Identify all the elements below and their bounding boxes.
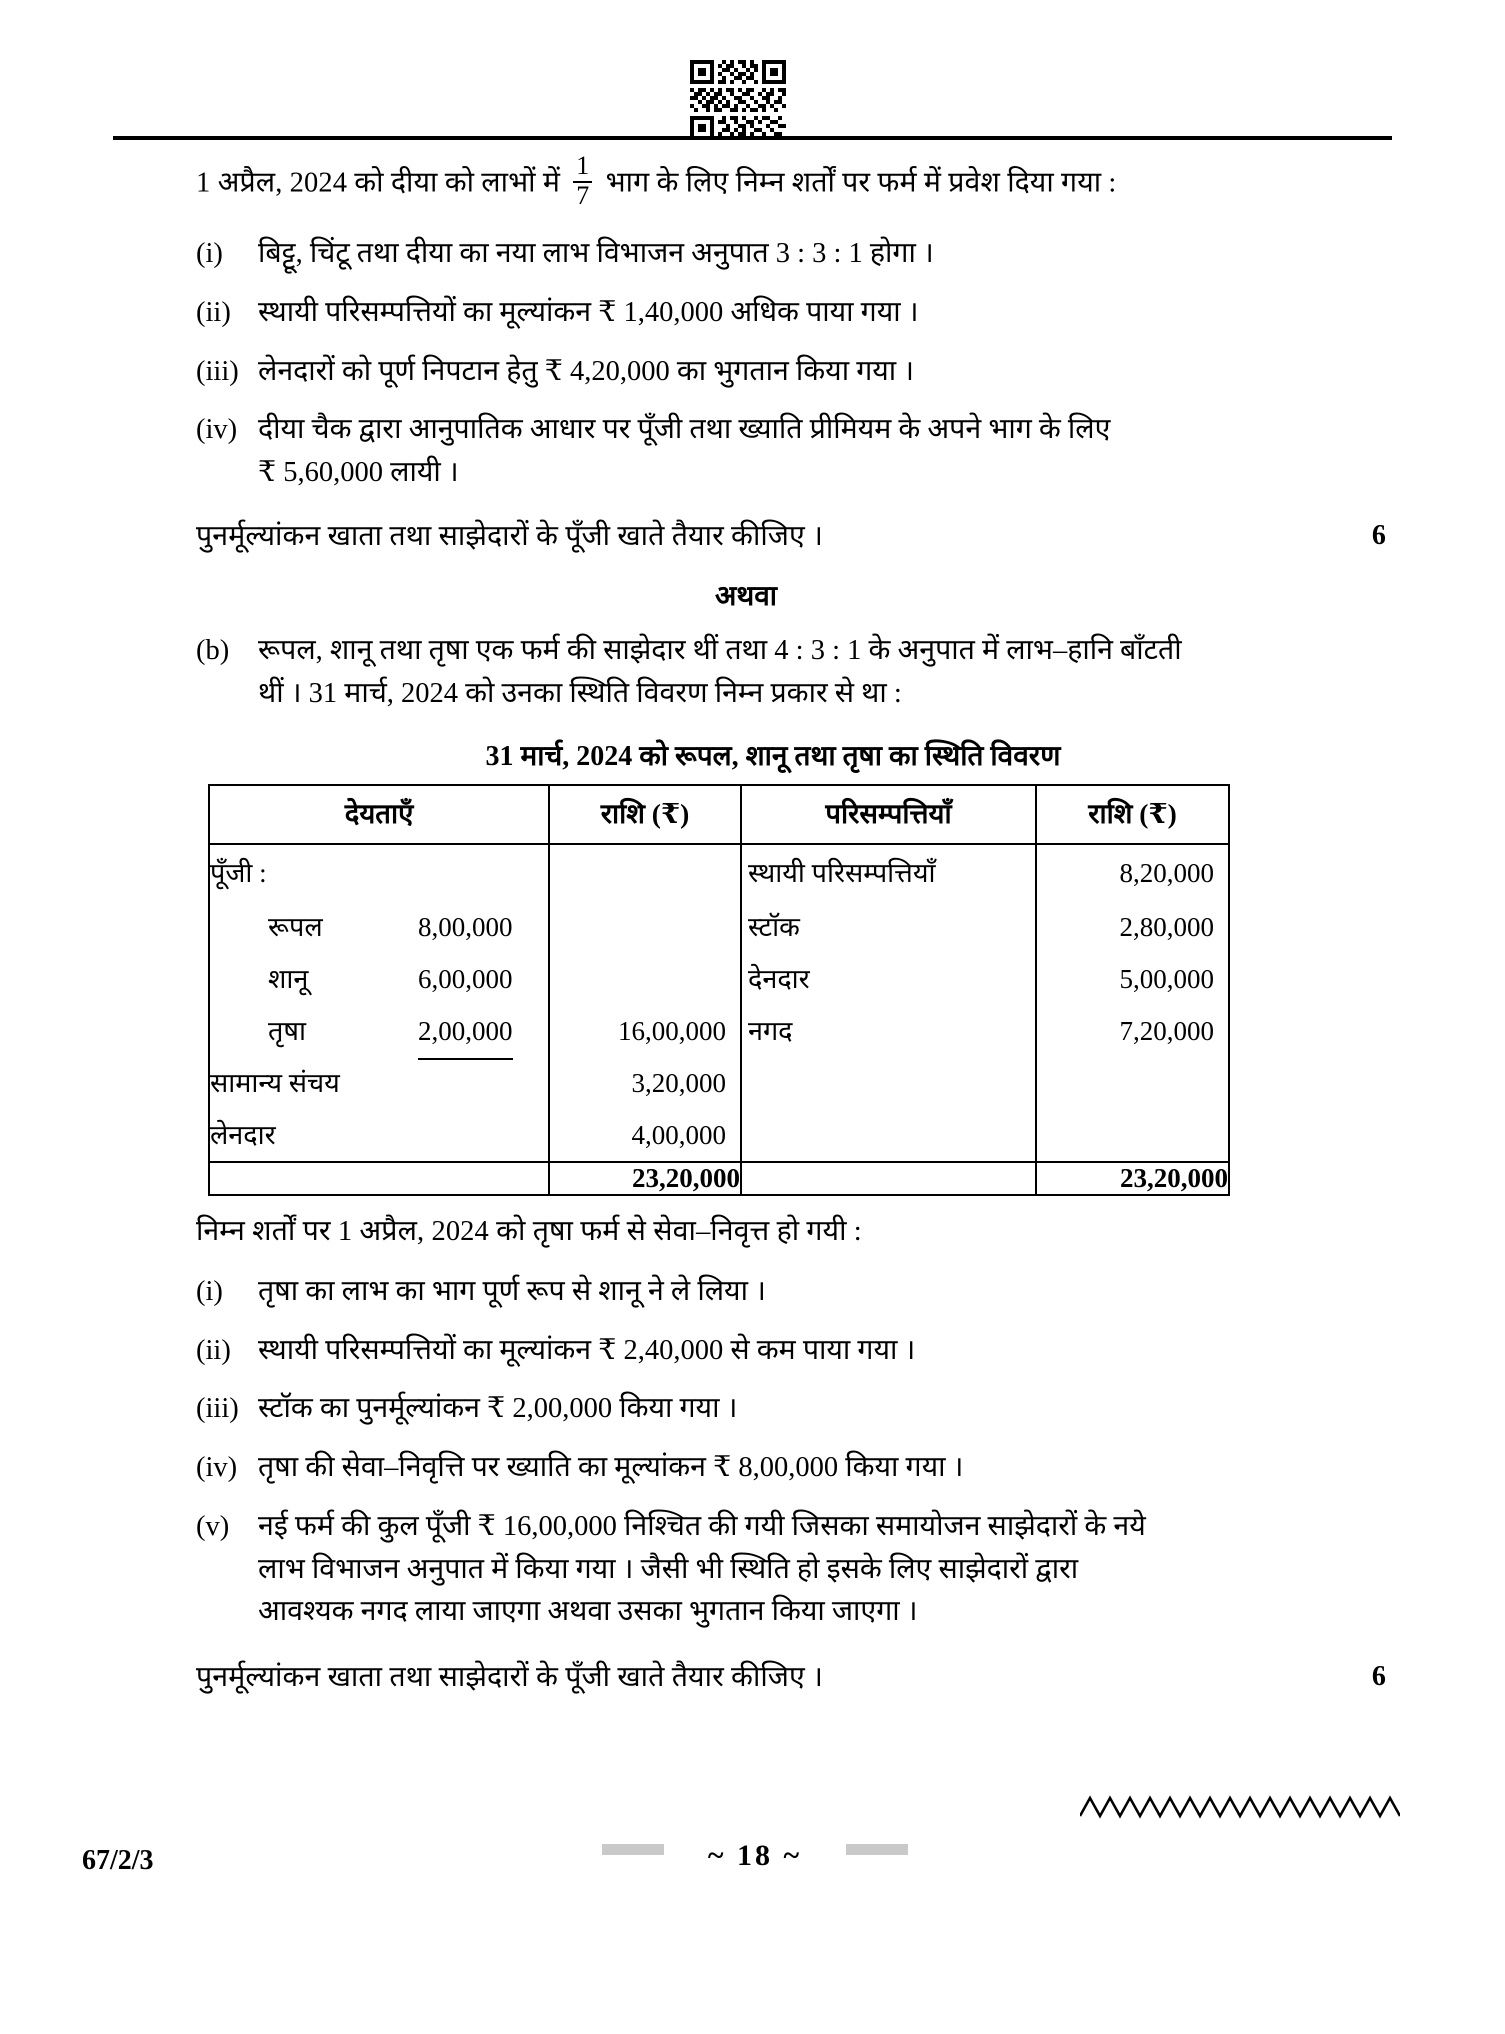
- balance-sheet-title: 31 मार्च, 2024 को रूपल, शानू तथा तृषा का स्थिति विवरण: [485, 740, 1061, 772]
- part-a-intro-before: 1 अप्रैल, 2024 को दीया को लाभों में: [196, 167, 560, 199]
- question-content: [196, 151, 1386, 1699]
- table-total-row: [209, 1162, 1229, 1195]
- capital-row: [210, 1005, 548, 1057]
- liability-name: लेनदार: [210, 1119, 276, 1150]
- liabilities-amount-cell: [549, 844, 741, 1162]
- list-item: [196, 1506, 1386, 1634]
- part-a-intro-after: भाग के लिए निम्न शर्तों पर फर्म में प्रवेश दिया गया :: [605, 167, 1117, 199]
- list-text-line3: आवश्यक नगद लाया जाएगा अथवा उसका भुगतान किया जाएगा ।: [258, 1596, 918, 1628]
- asset-name: देनदार: [748, 963, 810, 994]
- list-item: [196, 409, 1386, 495]
- page-number-block: [640, 1838, 870, 1873]
- capital-row: [210, 901, 548, 953]
- blank-line: [550, 845, 740, 901]
- qr-code-icon: [690, 60, 786, 140]
- list-text: तृषा का लाभ का भाग पूर्ण रूप से शानू ने ले लिया ।: [258, 1275, 766, 1307]
- list-text: बिट्टू, चिंटू तथा दीया का नया लाभ विभाजन अनुपात 3 : 3 : 1 होगा ।: [258, 238, 934, 269]
- fraction-one-seventh: [573, 153, 592, 209]
- capital-name: शानू: [268, 963, 309, 994]
- liability-amount: 4,00,000: [631, 1119, 726, 1150]
- balance-sheet-table: [208, 784, 1230, 1196]
- header-liabilities: देयताएँ: [209, 785, 549, 844]
- capital-name: रूपल: [268, 911, 323, 942]
- table-body-row: [209, 844, 1229, 1162]
- list-item: [196, 351, 1386, 394]
- list-marker: (ii): [196, 1334, 231, 1366]
- total-liabilities: 23,20,000: [549, 1162, 741, 1195]
- list-text: स्टॉक का पुनर्मूल्यांकन ₹ 2,00,000 किया गया ।: [258, 1393, 738, 1425]
- list-marker: (iv): [196, 1452, 238, 1484]
- part-a-instruction-row: [196, 515, 1386, 558]
- part-a-marks: 6: [1371, 519, 1386, 551]
- list-item: [196, 1388, 1386, 1431]
- capital-name: तृषा: [268, 1015, 306, 1046]
- list-item: [196, 292, 1386, 335]
- capital-total-amount: 16,00,000: [618, 1015, 726, 1046]
- fraction-denominator: 7: [573, 181, 592, 209]
- asset-name: स्टॉक: [748, 911, 800, 942]
- list-text: लेनदारों को पूर्ण निपटान हेतु ₹ 4,20,000 का भुगतान किया गया ।: [258, 355, 915, 387]
- fraction-numerator: 1: [576, 151, 590, 180]
- assets-amount-cell: [1036, 844, 1229, 1162]
- asset-name: स्थायी परिसम्पत्तियाँ: [748, 857, 936, 888]
- list-text: दीया चैक द्वारा आनुपातिक आधार पर पूँजी तथा ख्याति प्रीमियम के अपने भाग के लिए: [258, 414, 1111, 446]
- capital-row: [210, 953, 548, 1005]
- part-b-intro-line1: रूपल, शानू तथा तृषा एक फर्म की साझेदार थीं तथा 4 : 3 : 1 के अनुपात में लाभ–हानि बाँटती: [258, 635, 1182, 667]
- blank-line: [742, 1109, 1035, 1161]
- liabilities-cell: [209, 844, 549, 1162]
- total-blank-cell-assets: [741, 1162, 1036, 1195]
- list-item: [196, 1330, 1386, 1373]
- list-text-line2: ₹ 5,60,000 लायी ।: [258, 457, 459, 488]
- paper-code: 67/2/3: [82, 1845, 154, 1876]
- list-marker: (i): [196, 238, 223, 269]
- part-a-instruction: पुनर्मूल्यांकन खाता तथा साझेदारों के पूँजी खाते तैयार कीजिए ।: [196, 520, 824, 552]
- part-b-marker: (b): [196, 635, 230, 667]
- list-text-line2: लाभ विभाजन अनुपात में किया गया । जैसी भी स्थिति हो इसके लिए साझेदारों द्वारा: [258, 1553, 1079, 1585]
- asset-name: नगद: [748, 1015, 793, 1046]
- capital-amount: 8,00,000: [418, 911, 513, 942]
- part-b-instruction-row: [196, 1656, 1386, 1699]
- or-label: अथवा: [714, 581, 778, 613]
- part-a-intro: [196, 151, 1386, 211]
- list-item: [196, 1447, 1386, 1490]
- list-item: [196, 1271, 1386, 1314]
- asset-amount: 2,80,000: [1119, 911, 1214, 942]
- blank-line: [1037, 1057, 1228, 1109]
- list-marker: (i): [196, 1275, 223, 1307]
- table-header-row: [209, 785, 1229, 844]
- liability-amount: 3,20,000: [631, 1067, 726, 1098]
- list-marker: (v): [196, 1510, 230, 1542]
- capital-amount: 2,00,000: [418, 1005, 513, 1060]
- header-divider: [113, 136, 1392, 140]
- total-blank-cell: [209, 1162, 549, 1195]
- liability-row: [210, 1057, 548, 1109]
- list-text: नई फर्म की कुल पूँजी ₹ 16,00,000 निश्चित की गयी जिसका समायोजन साझेदारों के नये: [258, 1510, 1146, 1542]
- squiggle-decoration: [1080, 1790, 1400, 1824]
- list-text: स्थायी परिसम्पत्तियों का मूल्यांकन ₹ 1,40,000 अधिक पाया गया ।: [258, 296, 919, 328]
- liability-name: सामान्य संचय: [210, 1067, 340, 1098]
- asset-amount: 5,00,000: [1119, 963, 1214, 994]
- capital-label: पूँजी :: [210, 857, 267, 888]
- header-liabilities-amount: राशि (₹): [549, 785, 741, 844]
- list-marker: (iii): [196, 1393, 239, 1425]
- list-item: [196, 233, 1386, 276]
- header-assets: परिसम्पत्तियाँ: [741, 785, 1036, 844]
- retirement-intro: निम्न शर्तों पर 1 अप्रैल, 2024 को तृषा फर्म से सेवा–निवृत्त हो गयी :: [196, 1215, 862, 1247]
- blank-line: [550, 953, 740, 1005]
- page-number: ~ 18 ~: [707, 1839, 803, 1872]
- part-b-intro-line2: थीं । 31 मार्च, 2024 को उनका स्थिति विवरण निम्न प्रकार से था :: [258, 677, 902, 709]
- blank-line: [742, 1057, 1035, 1109]
- blank-line: [550, 901, 740, 953]
- capital-amount: 6,00,000: [418, 963, 513, 994]
- blank-line: [1037, 1109, 1228, 1161]
- assets-cell: [741, 844, 1036, 1162]
- liability-row: [210, 1109, 548, 1161]
- list-text: स्थायी परिसम्पत्तियों का मूल्यांकन ₹ 2,40,000 से कम पाया गया ।: [258, 1334, 916, 1366]
- list-text: तृषा की सेवा–निवृत्ति पर ख्याति का मूल्यांकन ₹ 8,00,000 किया गया ।: [258, 1452, 964, 1484]
- header-assets-amount: राशि (₹): [1036, 785, 1229, 844]
- total-assets: 23,20,000: [1036, 1162, 1229, 1195]
- asset-amount: 7,20,000: [1119, 1015, 1214, 1046]
- list-marker: (iii): [196, 355, 239, 387]
- list-marker: (iv): [196, 414, 238, 446]
- part-b-marks: 6: [1371, 1661, 1386, 1693]
- part-b-block: [196, 630, 1386, 716]
- list-marker: (ii): [196, 296, 231, 328]
- part-b-instruction: पुनर्मूल्यांकन खाता तथा साझेदारों के पूँजी खाते तैयार कीजिए ।: [196, 1662, 824, 1694]
- asset-amount: 8,20,000: [1119, 857, 1214, 888]
